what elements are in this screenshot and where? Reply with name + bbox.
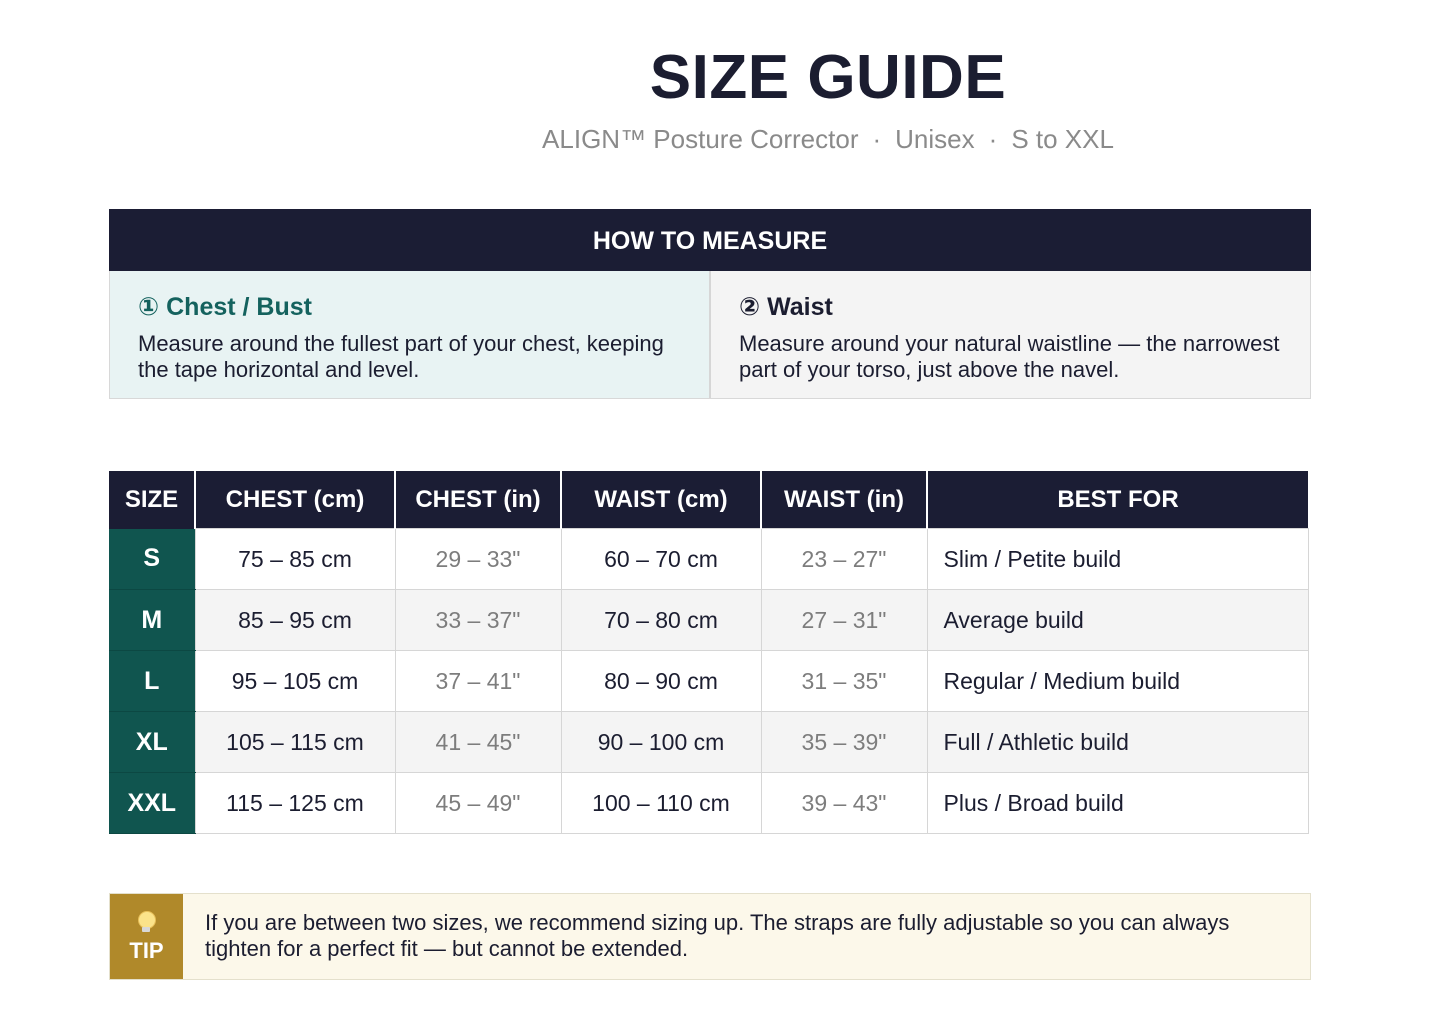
best-for-cell: Full / Athletic build	[927, 712, 1308, 773]
chest-cm-cell: 105 – 115 cm	[195, 712, 395, 773]
waist-cm-cell: 60 – 70 cm	[561, 529, 761, 590]
waist-in-cell: 27 – 31"	[761, 590, 927, 651]
waist-in-cell: 35 – 39"	[761, 712, 927, 773]
chest-in-cell: 37 – 41"	[395, 651, 561, 712]
size-label: XXL	[109, 773, 195, 834]
header-chest-cm: CHEST (cm)	[195, 471, 395, 529]
chest-in-cell: 33 – 37"	[395, 590, 561, 651]
how-to-measure-panel	[109, 209, 1311, 400]
chest-in-cell: 29 – 33"	[395, 529, 561, 590]
tip-badge	[110, 894, 183, 979]
best-for-cell: Average build	[927, 590, 1308, 651]
table-row	[109, 773, 1308, 834]
size-label: M	[109, 590, 195, 651]
chest-cm-cell: 85 – 95 cm	[195, 590, 395, 651]
chest-measure-title: ① Chest / Bust	[138, 293, 312, 321]
page-title: SIZE GUIDE	[649, 43, 1007, 112]
size-label: XL	[109, 712, 195, 773]
how-to-measure-heading: HOW TO MEASURE	[109, 209, 1311, 271]
waist-measure-title: ② Waist	[739, 293, 833, 321]
waist-in-cell: 23 – 27"	[761, 529, 927, 590]
best-for-cell: Slim / Petite build	[927, 529, 1308, 590]
subtitle-separator: ·	[872, 124, 882, 154]
chest-measure-text: Measure around the fullest part of your chest, keeping the tape horizontal and level.	[138, 331, 664, 382]
tip-label: TIP	[129, 938, 164, 963]
page-subtitle	[0, 122, 1445, 156]
chest-cm-cell: 75 – 85 cm	[195, 529, 395, 590]
chest-cm-cell: 95 – 105 cm	[195, 651, 395, 712]
table-row	[109, 651, 1308, 712]
chest-cm-cell: 115 – 125 cm	[195, 773, 395, 834]
size-label: S	[109, 529, 195, 590]
best-for-cell: Plus / Broad build	[927, 773, 1308, 834]
tip-text: If you are between two sizes, we recommend sizing up. The straps are fully adjustable so you can always tighten for a perfect fit — but cannot be extended.	[183, 894, 1310, 979]
table-row	[109, 529, 1308, 590]
waist-cm-cell: 70 – 80 cm	[561, 590, 761, 651]
header-waist-in: WAIST (in)	[761, 471, 927, 529]
chest-measure-card	[110, 271, 711, 398]
header-chest-in: CHEST (in)	[395, 471, 561, 529]
waist-measure-card	[711, 271, 1310, 398]
subtitle-separator: ·	[988, 124, 998, 154]
how-to-measure-body	[109, 271, 1311, 399]
subtitle-range: S to XXL	[1011, 124, 1114, 154]
waist-cm-cell: 90 – 100 cm	[561, 712, 761, 773]
waist-measure-text: Measure around your natural waistline — the narrowest part of your torso, just above the navel.	[739, 331, 1280, 382]
chest-in-cell: 45 – 49"	[395, 773, 561, 834]
tip-box	[109, 893, 1311, 980]
size-table	[109, 471, 1309, 834]
best-for-cell: Regular / Medium build	[927, 651, 1308, 712]
waist-cm-cell: 80 – 90 cm	[561, 651, 761, 712]
waist-in-cell: 39 – 43"	[761, 773, 927, 834]
waist-in-cell: 31 – 35"	[761, 651, 927, 712]
header-best-for: BEST FOR	[927, 471, 1308, 529]
table-row	[109, 712, 1308, 773]
size-label: L	[109, 651, 195, 712]
header-size: SIZE	[109, 471, 195, 529]
table-header-row	[109, 471, 1308, 529]
chest-in-cell: 41 – 45"	[395, 712, 561, 773]
table-row	[109, 590, 1308, 651]
waist-cm-cell: 100 – 110 cm	[561, 773, 761, 834]
subtitle-fit: Unisex	[895, 124, 975, 154]
header-waist-cm: WAIST (cm)	[561, 471, 761, 529]
subtitle-product: ALIGN™ Posture Corrector	[542, 124, 859, 154]
